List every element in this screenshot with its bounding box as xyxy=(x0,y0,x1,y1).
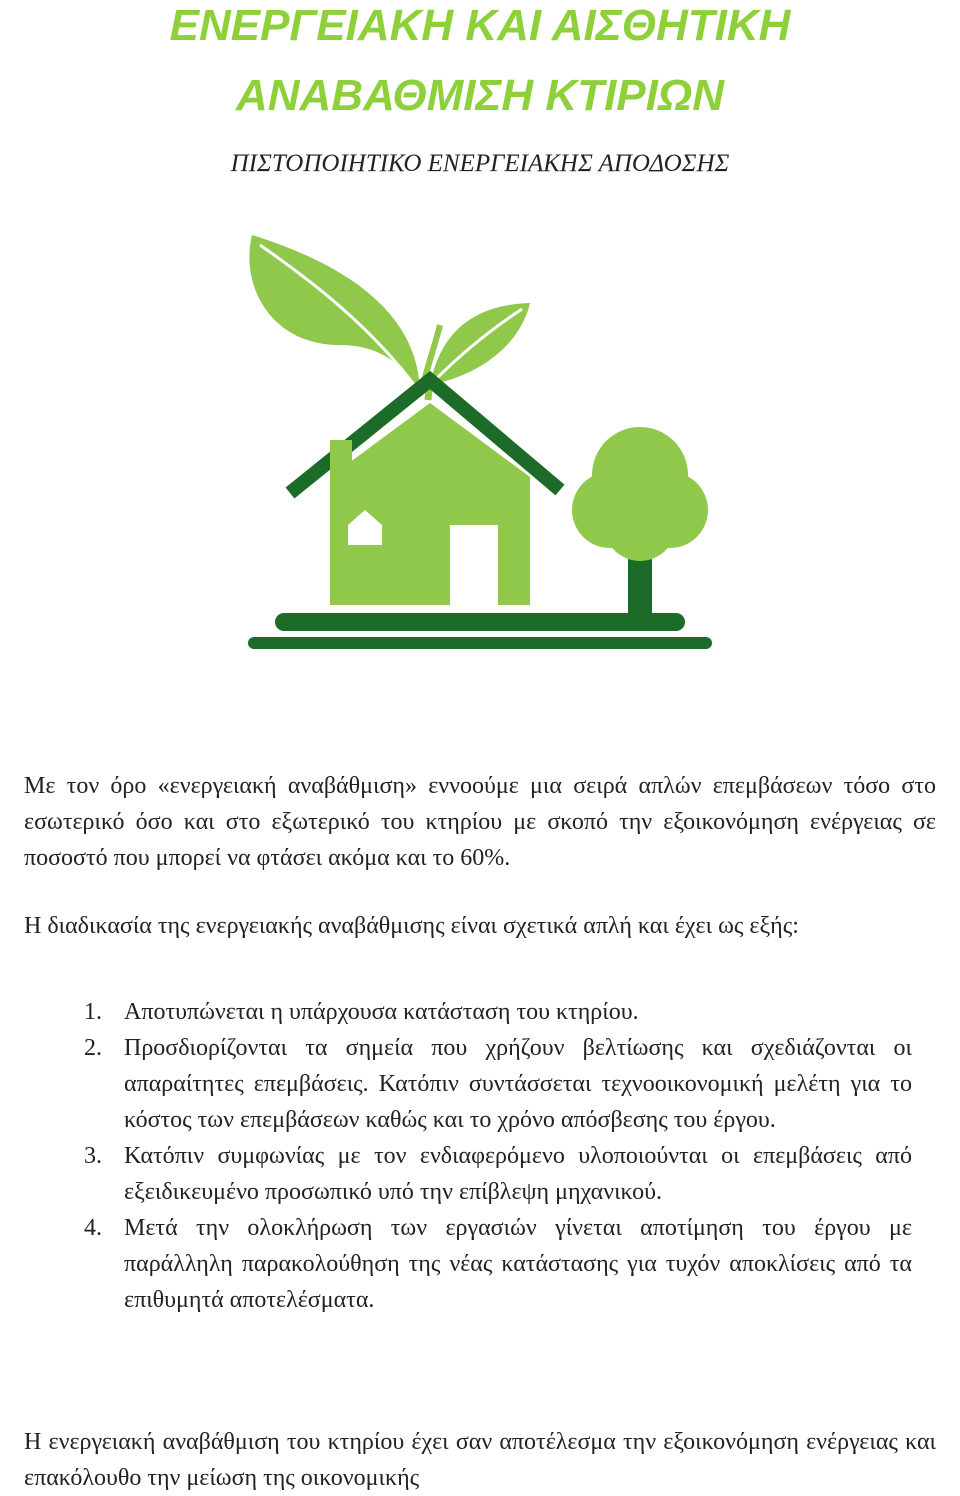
title-line-2: ΑΝΑΒΑΘΜΙΣΗ ΚΤΙΡΙΩΝ xyxy=(235,71,725,120)
steps-list xyxy=(0,994,960,1318)
step-text: Κατόπιν συμφωνίας με τον ενδιαφερόμενο υλοποιούνται οι επεμβάσεις από εξειδικευμένο προσωπικό υπό την επίβλεψη μηχανικού. xyxy=(124,1143,912,1205)
step-number: 3. xyxy=(84,1143,102,1169)
step-number: 4. xyxy=(84,1215,102,1241)
subtitle: ΠΙΣΤΟΠΟΙΗΤΙΚΟ ΕΝΕΡΓΕΙΑΚΗΣ ΑΠΟΔΟΣΗΣ xyxy=(230,150,730,177)
list-item xyxy=(0,1138,960,1210)
step-number: 1. xyxy=(84,999,102,1025)
title-line-1: ΕΝΕΡΓΕΙΑΚΗ ΚΑΙ ΑΙΣΘΗΤΙΚΗ xyxy=(169,1,791,50)
step-text: Προσδιορίζονται τα σημεία που χρήζουν βελτίωσης και σχεδιάζονται οι απαραίτητες επεμβάσεις. Κατόπιν συντάσσεται τεχνοοικονομική μελέτη για το κόστος των επεμβάσεων καθώς και το χρόνο απόσβεσης του έργου. xyxy=(124,1035,912,1133)
step-text: Αποτυπώνεται η υπάρχουσα κατάσταση του κτηρίου. xyxy=(124,999,639,1025)
big-leaf-icon xyxy=(249,235,420,395)
list-item xyxy=(0,1030,960,1138)
tree-icon xyxy=(572,427,708,561)
list-item xyxy=(0,994,960,1030)
conclusion-paragraph: Η ενεργειακή αναβάθμιση του κτηρίου έχει σαν αποτέλεσμα την εξοικονόμηση ενέργειας και επακόλουθο την μείωση της οικονομικής xyxy=(24,1429,936,1491)
door-icon xyxy=(450,525,498,605)
list-item xyxy=(0,1210,960,1318)
ground-bar xyxy=(275,613,685,631)
step-number: 2. xyxy=(84,1035,102,1061)
step-text: Μετά την ολοκλήρωση των εργασιών γίνεται αποτίμηση του έργου με παράλληλη παρακολούθηση της νέας κατάστασης για τυχόν αποκλίσεις από τα επιθυμητά αποτελέσματα. xyxy=(124,1215,912,1313)
intro-paragraph: Με τον όρο «ενεργειακή αναβάθμιση» εννοούμε μια σειρά απλών επεμβάσεων τόσο στο εσωτερικό όσο και στο εξωτερικό του κτηρίου με σκοπό την εξοικονόμηση ενέργειας σε ποσοστό που μπορεί να φτάσει ακόμα και το 60%. xyxy=(24,773,936,871)
process-intro: Η διαδικασία της ενεργειακής αναβάθμισης είναι σχετικά απλή και έχει ως εξής: xyxy=(24,913,799,939)
green-house-icon xyxy=(230,225,730,695)
